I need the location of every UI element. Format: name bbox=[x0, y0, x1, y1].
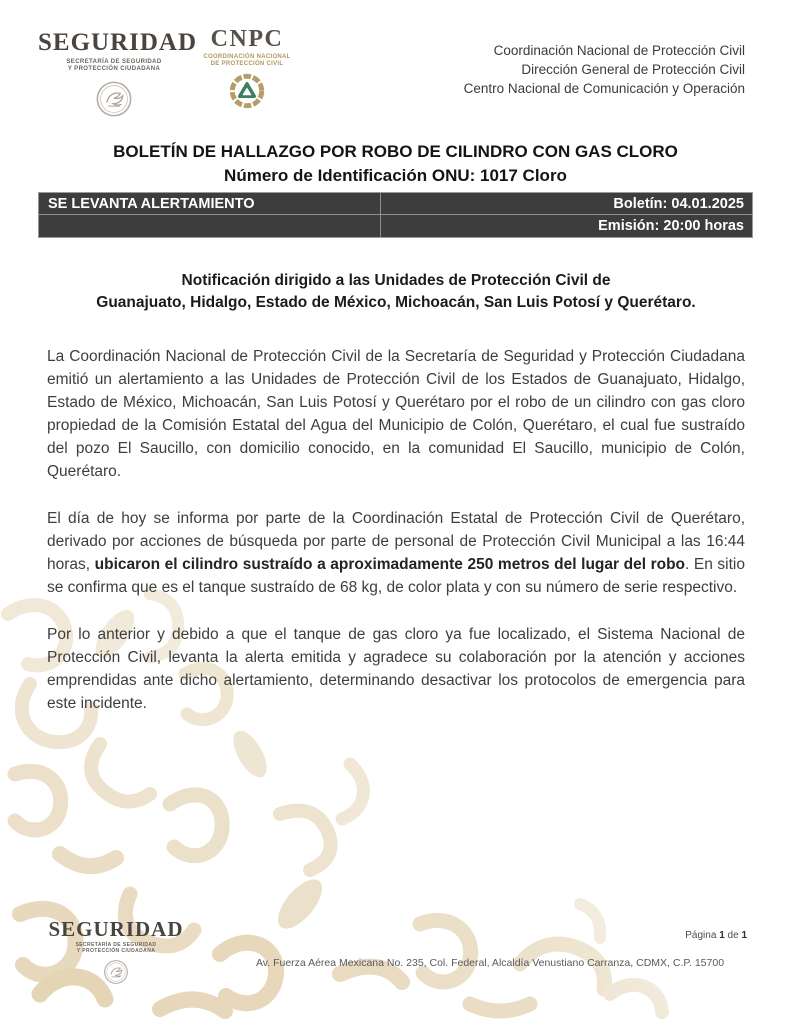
org-header bbox=[464, 41, 745, 98]
footer-seguridad-logo bbox=[40, 918, 192, 990]
seguridad-subtitle-line2: Y PROTECCIÓN CIUDADANA bbox=[67, 66, 161, 72]
footer-subtitle-line2: Y PROTECCIÓN CIUDADANA bbox=[76, 948, 156, 954]
bulletin-number: Boletín: 04.01.2025 bbox=[381, 193, 752, 215]
org-line-1: Coordinación Nacional de Protección Civil bbox=[493, 43, 745, 58]
seguridad-wordmark: SEGURIDAD bbox=[38, 29, 198, 56]
cnpc-subtitle-line2: DE PROTECCIÓN CIVIL bbox=[210, 61, 284, 67]
alert-status-bar bbox=[38, 192, 753, 238]
footer-eagle-seal-icon bbox=[40, 959, 192, 990]
notification-line-1: Notificación dirigido a las Unidades de Protección Civil de bbox=[181, 272, 611, 289]
page-word: Página bbox=[685, 930, 720, 941]
paragraph-3: Por lo anterior y debido a que el tanque de gas cloro ya fue localizado, el Sistema Nacional de Protección Civil, levanta la alerta emitida y agradece su colaboración por la atención y acciones emprendidas ante dicho alertamiento, determinando desactivar los protocolos de emergencia para este incidente. bbox=[47, 626, 745, 712]
paragraph-2-highlight: ubicaron el cilindro sustraído a aproximadamente 250 metros del lugar del robo bbox=[94, 556, 686, 573]
page-total: 1 bbox=[741, 930, 747, 941]
title-line-1: BOLETÍN DE HALLAZGO POR ROBO DE CILINDRO CON GAS CLORO bbox=[113, 142, 678, 161]
page-current: 1 bbox=[719, 930, 725, 941]
alert-bar-spacer bbox=[39, 215, 381, 237]
cnpc-wordmark: CNPC bbox=[210, 26, 284, 52]
alert-status-label: SE LEVANTA ALERTAMIENTO bbox=[39, 193, 381, 215]
footer-seguridad-wordmark: SEGURIDAD bbox=[48, 917, 184, 941]
cnpc-logo bbox=[190, 27, 304, 114]
paragraph-2-post: . En sitio se confirma que es el tanque sustraído de 68 kg, de color plata y con su número de serie respectivo. bbox=[47, 556, 745, 596]
notification-heading bbox=[47, 270, 745, 314]
emission-time: Emisión: 20:00 horas bbox=[598, 218, 744, 234]
paragraph-2 bbox=[47, 507, 745, 599]
org-line-2: Dirección General de Protección Civil bbox=[521, 62, 745, 77]
eagle-seal-icon bbox=[38, 80, 190, 123]
page-of-word: de bbox=[724, 930, 742, 941]
title-line-2: Número de Identificación ONU: 1017 Cloro bbox=[224, 166, 567, 185]
footer-address: Av. Fuerza Aérea Mexicana No. 235, Col. Federal, Alcaldía Venustiano Carranza, CDMX, C.P. 15700 bbox=[255, 957, 725, 969]
cnpc-subtitle-line1: COORDINACIÓN NACIONAL bbox=[203, 54, 291, 60]
notification-line-2: Guanajuato, Hidalgo, Estado de México, Michoacán, San Luis Potosí y Querétaro. bbox=[96, 294, 696, 311]
seguridad-logo bbox=[38, 29, 198, 123]
document-title bbox=[0, 140, 791, 188]
footer-subtitle-line1: SECRETARÍA DE SEGURIDAD bbox=[75, 942, 157, 948]
bulletin-body bbox=[47, 270, 745, 739]
proteccion-civil-emblem-icon bbox=[190, 73, 304, 114]
page-number-label bbox=[685, 930, 747, 941]
paragraph-2-pre: El día de hoy se informa por parte de la Coordinación Estatal de Protección Civil de Querétaro, derivado por acciones de búsqueda por parte de personal de Protección Civil Municipal a las 16:44 horas, bbox=[47, 510, 745, 573]
paragraph-1: La Coordinación Nacional de Protección Civil de la Secretaría de Seguridad y Protección Ciudadana emitió un alertamiento a las Unidades de Protección Civil de los Estados de Guanajuato, Hidalgo, Estado de México, Michoacán, San Luis Potosí y Querétaro por el robo de un cilindro con gas cloro propiedad de la Comisión Estatal del Agua del Municipio de Colón, Querétaro, el cual fue sustraído del pozo El Saucillo, con domicilio conocido, en la comunidad El Saucillo, municipio de Colón, Querétaro. bbox=[47, 348, 745, 480]
org-line-3: Centro Nacional de Comunicación y Operación bbox=[463, 81, 745, 96]
seguridad-subtitle-line1: SECRETARÍA DE SEGURIDAD bbox=[66, 59, 162, 65]
